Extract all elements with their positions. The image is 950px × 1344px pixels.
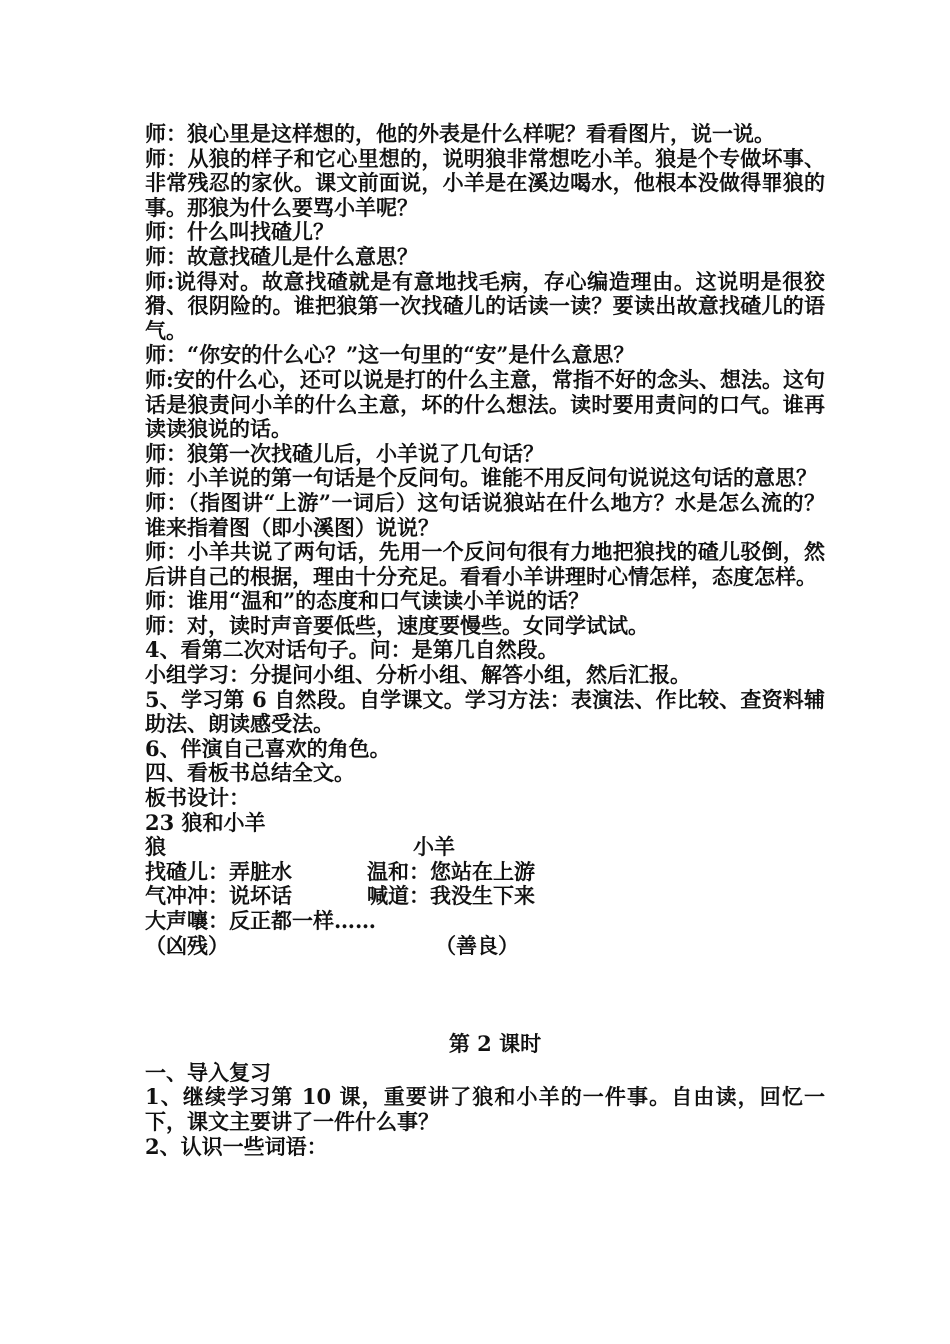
paragraph: 2、认识一些词语： <box>145 1133 328 1159</box>
board-header-row <box>145 835 825 860</box>
section-gap <box>145 958 825 1032</box>
board-left-header: 狼 <box>145 834 166 860</box>
paragraph: 1、继续学习第 10 课，重要讲了狼和小羊的一件事。自由读，回忆一下，课文主要讲了一件什么事？ <box>145 1084 825 1134</box>
paragraph: 板书设计： <box>145 785 250 811</box>
paragraph: 师：小羊说的第一句话是个反问句。谁能不用反问句说说这句话的意思？ <box>145 465 817 491</box>
board-right-header: 小羊 <box>413 834 455 860</box>
lesson-title: 第 2 课时 <box>448 1031 542 1057</box>
paragraph: 师：（指图讲“上游”一词后）这句话说狼站在什么地方？水是怎么流的？谁来指着图（即小溪图）说说？ <box>145 489 825 540</box>
paragraph: 一、导入复习 <box>145 1059 271 1085</box>
paragraph: 6、伴演自己喜欢的角色。 <box>145 735 391 761</box>
lesson-2-section <box>145 1032 825 1159</box>
paragraph: 师：小羊共说了两句话，先用一个反问句很有力地把狼找的碴儿驳倒，然后讲自己的根据，理由十分充足。看看小羊讲理时心情怎样，态度怎样。 <box>145 539 825 589</box>
paragraph: 5、学习第 6 自然段。自学课文。学习方法：表演法、作比较、查资料辅助法、朗读感受法。 <box>145 686 825 737</box>
board-right-summary: （善良） <box>435 932 519 958</box>
board-left-cell: 大声嚷：反正都一样…… <box>145 908 376 933</box>
paragraph: 师：对，读时声音要低些，速度要慢些。女同学试试。 <box>145 612 649 638</box>
paragraph: 师：“你安的什么心？”这一句里的“安”是什么意思？ <box>145 342 635 368</box>
board-row <box>145 884 825 909</box>
board-left-cell: 气冲冲：说坏话 <box>145 883 292 909</box>
board-row <box>145 860 825 885</box>
board-right-cell: 温和：您站在上游 <box>367 858 535 884</box>
lesson-body-top <box>145 122 825 811</box>
board-left-cell: 找碴儿：弄脏水 <box>145 858 292 884</box>
board-right-cell: 喊道：我没生下来 <box>367 883 535 909</box>
paragraph: 四、看板书总结全文。 <box>145 760 355 786</box>
paragraph: 师：狼心里是这样想的，他的外表是什么样呢？看看图片，说一说。 <box>145 121 775 146</box>
document-page <box>145 122 825 1159</box>
paragraph: 师：狼第一次找碴儿后，小羊说了几句话？ <box>145 440 544 466</box>
board-summary-row <box>145 934 825 959</box>
paragraph: 师：谁用“温和”的态度和口气读读小羊说的话？ <box>145 588 590 614</box>
paragraph: 师：从狼的样子和它心里想的，说明狼非常想吃小羊。狼是个专做坏事、非常残忍的家伙。课文前面说，小羊是在溪边喝水，他根本没做得罪狼的事。那狼为什么要骂小羊呢？ <box>145 145 825 220</box>
blackboard-design <box>145 811 825 959</box>
paragraph: 4、看第二次对话句子。问：是第几自然段。 <box>145 637 559 663</box>
paragraph: 师:安的什么心，还可以说是打的什么主意，常指不好的念头、想法。这句话是狼责问小羊的什么主意，坏的什么想法。读时要用责问的口气。谁再读读狼说的话。 <box>145 366 825 442</box>
board-left-summary: （凶残） <box>145 932 229 958</box>
paragraph: 小组学习：分提问小组、分析小组、解答小组，然后汇报。 <box>145 662 691 688</box>
paragraph: 师：故意找碴儿是什么意思？ <box>145 243 418 269</box>
board-row <box>145 909 825 934</box>
board-title: 23 狼和小羊 <box>145 809 266 835</box>
paragraph: 师：什么叫找碴儿？ <box>145 219 334 245</box>
paragraph: 师:说得对。故意找碴就是有意地找毛病，存心编造理由。这说明是很狡猾、很阴险的。谁把狼第一次找碴儿的话读一读？要读出故意找碴儿的语气。 <box>145 268 825 343</box>
